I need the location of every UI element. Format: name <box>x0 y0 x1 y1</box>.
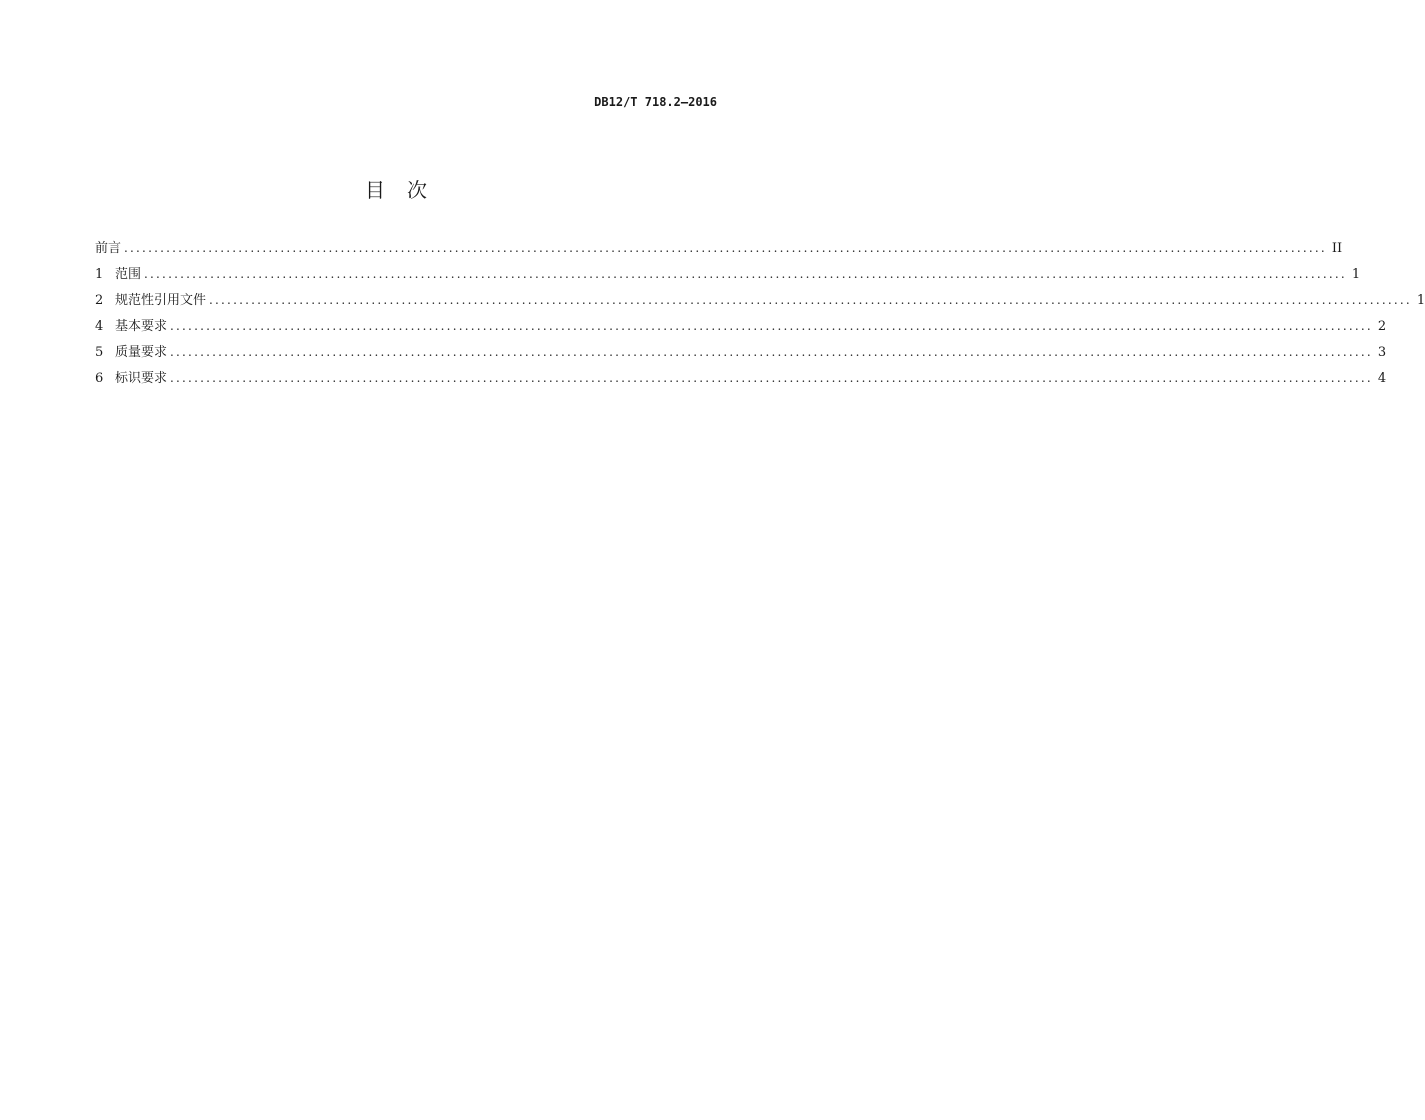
toc-dot-leader: ........................................................................................................................................................................................................ <box>170 345 1373 359</box>
toc-entry-page: II <box>1331 241 1343 256</box>
toc-entry-label: 前言 <box>95 241 122 256</box>
toc-entry-page: 2 <box>1377 319 1387 334</box>
toc-entry-marking-requirements[interactable] <box>95 368 1387 394</box>
toc-entry-page: 1 <box>1416 293 1425 308</box>
toc-entry-label: 质量要求 <box>115 345 168 360</box>
toc-dot-leader: ........................................................................................................................................................................................................ <box>124 241 1327 255</box>
toc-entry-page: 4 <box>1377 371 1387 386</box>
toc-entry-number: 4 <box>95 319 104 334</box>
toc-title-char-1: 目 <box>365 178 385 202</box>
toc-entry-label: 标识要求 <box>115 371 168 386</box>
toc-entry-quality-requirements[interactable] <box>95 342 1387 368</box>
toc-title-char-2: 次 <box>407 178 427 202</box>
toc-entry-label: 基本要求 <box>115 319 168 334</box>
toc-entry-foreword[interactable] <box>95 238 1343 264</box>
toc-entry-basic-requirements[interactable] <box>95 316 1387 342</box>
toc-dot-leader: ........................................................................................................................................................................................................ <box>209 293 1412 307</box>
toc-entry-scope[interactable] <box>95 264 1361 290</box>
toc-entry-page: 1 <box>1351 267 1361 282</box>
toc-entry-number: 6 <box>95 371 104 386</box>
toc-entry-normative-references[interactable] <box>95 290 1425 316</box>
toc-entry-number: 2 <box>95 293 104 308</box>
toc-title <box>0 174 792 203</box>
toc-entry-page: 3 <box>1377 345 1387 360</box>
document-code: DB12/T 718.2—2016 <box>594 95 717 109</box>
toc-list <box>95 238 1425 394</box>
toc-entry-number: 1 <box>95 267 104 282</box>
toc-entry-label: 规范性引用文件 <box>115 293 207 308</box>
toc-entry-number: 5 <box>95 345 104 360</box>
toc-dot-leader: ........................................................................................................................................................................................................ <box>170 319 1373 333</box>
toc-dot-leader: ........................................................................................................................................................................................................ <box>170 371 1373 385</box>
toc-entry-label: 范围 <box>115 267 142 282</box>
toc-dot-leader: ........................................................................................................................................................................................................ <box>144 267 1347 281</box>
